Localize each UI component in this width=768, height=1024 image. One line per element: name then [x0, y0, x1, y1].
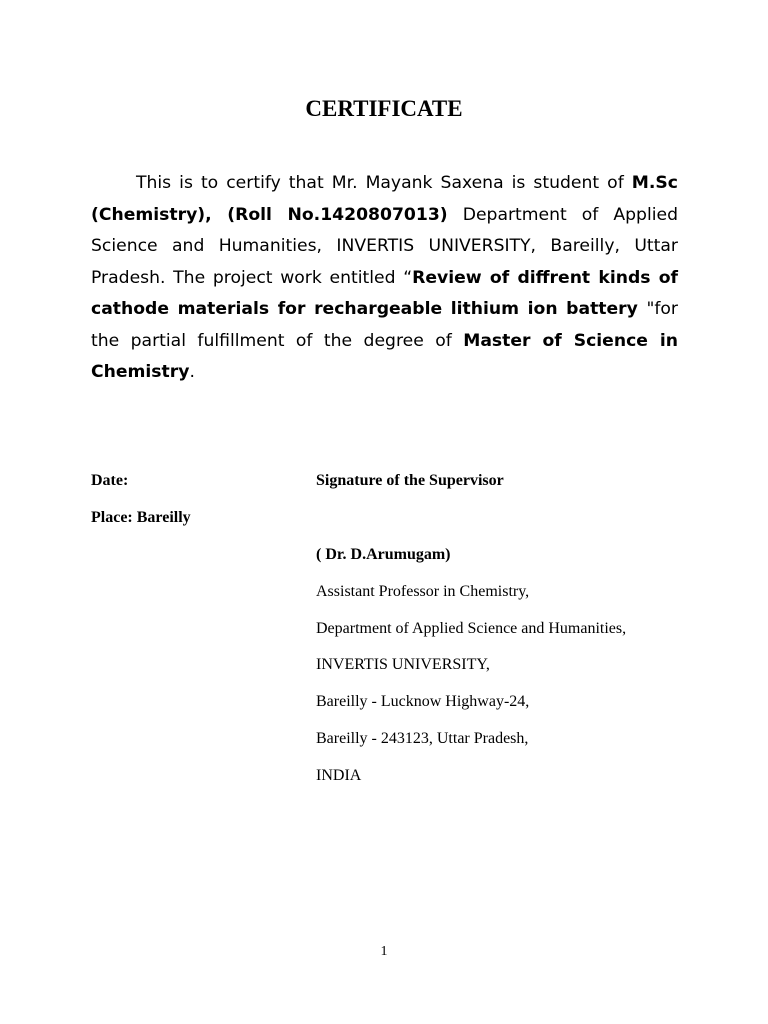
date-label: Date:: [91, 472, 129, 489]
signature-label: Signature of the Supervisor: [316, 472, 504, 489]
body-text-4: .: [189, 362, 195, 382]
body-bold-project-title: Review of diffrent kinds of cathode materials for rechargeable lithium ion battery: [91, 267, 678, 319]
place-label: Place: Bareilly: [91, 509, 191, 526]
certificate-title: CERTIFICATE: [305, 96, 463, 121]
supervisor-address-line2: Bareilly - 243123, Uttar Pradesh,: [316, 730, 529, 747]
supervisor-university: INVERTIS UNIVERSITY,: [316, 656, 490, 673]
body-text-3: "for the partial fulfillment of the degree of: [91, 299, 678, 351]
page-number: 1: [380, 944, 388, 959]
certificate-body: [91, 168, 678, 389]
supervisor-address-line1: Bareilly - Lucknow Highway-24,: [316, 693, 530, 710]
supervisor-designation: Assistant Professor in Chemistry,: [316, 583, 530, 600]
body-text-2: Department of Applied Science and Humanities, INVERTIS UNIVERSITY, Bareilly, Uttar Pradesh. The project work entitled “: [91, 204, 679, 288]
supervisor-name: ( Dr. D.Arumugam): [316, 546, 451, 563]
body-bold-degree: Master of Science in Chemistry: [91, 330, 679, 382]
supervisor-department: Department of Applied Science and Humanities,: [316, 620, 627, 637]
supervisor-country: INDIA: [316, 767, 362, 784]
body-bold-course-roll: M.Sc (Chemistry), (Roll No.1420807013): [91, 173, 678, 225]
body-text-1: This is to certify that Mr. Mayank Saxena is student of: [136, 173, 632, 193]
